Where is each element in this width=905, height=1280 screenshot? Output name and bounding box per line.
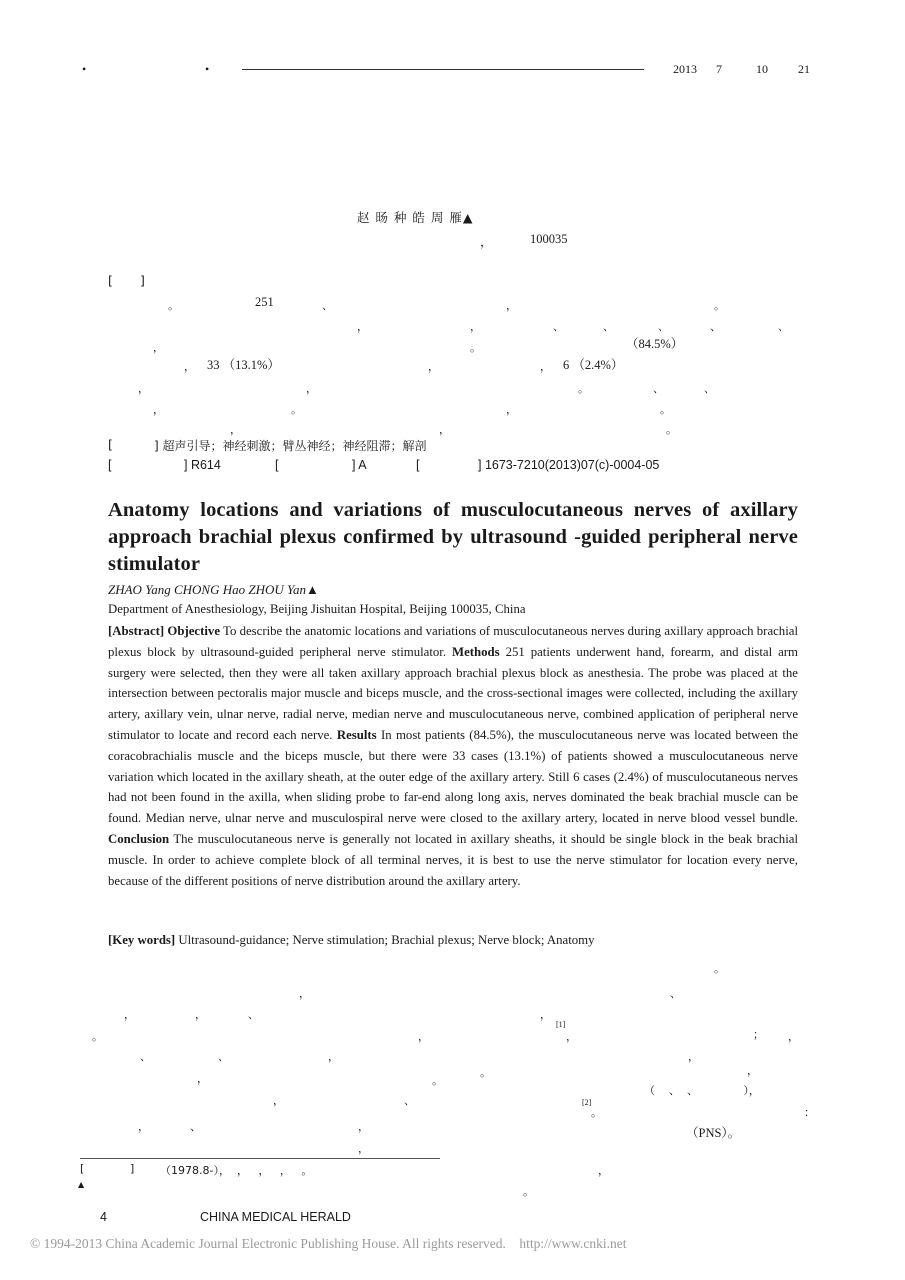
abstract-cn-text: ， — [506, 403, 517, 416]
body-cn-text: 。 — [591, 1106, 602, 1119]
header-month: 7 — [716, 62, 722, 76]
classification-article-no: ] 1673-7210(2013)07(c)-0004-05 — [478, 458, 660, 472]
body-cn-pns: （PNS）。 — [686, 1126, 741, 1140]
article-title-en: Anatomy locations and variations of musculocutaneous nerves of axillary approach brachial plexus confirmed by ultrasound -guided peripheral nerve stimulator — [108, 499, 798, 575]
body-cn-text: 。 — [714, 962, 725, 975]
authors-en: ZHAO Yang CHONG Hao ZHOU Yan▲ — [108, 582, 319, 597]
abstract-cn-percent: （84.5%） — [626, 337, 684, 351]
body-cn-text: 、 — [670, 987, 681, 1000]
abstract-cn-text: ， — [506, 299, 517, 312]
right-col-circle: 。 — [523, 1185, 534, 1198]
body-cn-text: ， — [138, 1120, 149, 1133]
methods-label: Methods — [451, 644, 500, 659]
results-label: Results — [336, 727, 377, 742]
affiliation-cn-postcode: 100035 — [530, 232, 568, 246]
classification-doc-code: ] A — [352, 458, 367, 472]
body-cn-text: ， — [747, 1064, 758, 1077]
body-cn-reference: [2] — [582, 1098, 592, 1107]
affiliation-cn-comma: ， — [480, 234, 493, 249]
keywords-en — [108, 933, 595, 948]
abstract-cn-text: ， — [470, 320, 481, 333]
classification-open-2: [ — [275, 458, 279, 472]
body-cn-text: 。 — [480, 1066, 491, 1079]
abstract-cn-text: 、 — [653, 382, 664, 395]
body-cn-text: ， — [124, 1008, 135, 1021]
abstract-cn-number: 251 — [255, 295, 274, 309]
abstract-cn-text: ， — [428, 360, 439, 373]
abstract-cn-text: ， — [439, 423, 450, 436]
abstract-cn-text: 。 — [470, 341, 481, 354]
footnote-mark: ▲ — [78, 1180, 85, 1189]
copyright-line: © 1994-2013 China Academic Journal Electronic Publishing House. All rights reserved. http://www.cnki.net — [30, 1236, 627, 1251]
header-year: 2013 — [673, 62, 697, 76]
abstract-cn-count: 33 （13.1%） — [207, 358, 280, 372]
header-issue: 21 — [798, 62, 810, 76]
abstract-cn-text: 、 — [658, 320, 669, 333]
abstract-en — [108, 621, 798, 891]
header-dot-left: • — [82, 62, 87, 76]
keywords-cn: ] 超声引导；神经刺激；臂丛神经；神经阻滞；解剖 — [154, 439, 427, 453]
body-cn-text: ， — [299, 987, 310, 1000]
abstract-cn-text: 。 — [291, 403, 302, 416]
abstract-label: [Abstract] — [108, 624, 165, 638]
abstract-cn-bracket-open: [ — [108, 273, 113, 288]
objective-text: To describe the anatomic locations and variations of musculocutaneous nerves during axillary approach brachial plexus block by ultrasound-guided peripheral nerve stimulator. — [108, 624, 798, 659]
abstract-cn-text: 、 — [704, 382, 715, 395]
body-cn-text: 、 — [140, 1050, 151, 1063]
right-col-comma: ， — [598, 1164, 609, 1177]
abstract-cn-count: 6 （2.4%） — [563, 358, 624, 372]
abstract-cn-text: ， — [306, 382, 317, 395]
header-dot-mid: • — [205, 62, 210, 76]
abstract-cn-text: ， — [540, 360, 551, 373]
results-text: In most patients (84.5%), the musculocutaneous nerve was located between the coracobrachialis muscle and the biceps muscle, but there were 33 cases (13.1%) of patients showed a musculocutaneous nerve variation which located in the axillary sheath, at the outer edge of the axillary artery. Still 6 cases (2.4%) of musculocutaneous nerves had not been found in the axilla, when sliding probe to far-end along long axis, nerves dominated the beak brachial muscle can be found. Median nerve, ulnar nerve and musculospiral nerve were closed to the axillary artery, located in nerve blood vessel bundle. — [108, 727, 799, 826]
classification-open-3: [ — [416, 458, 420, 472]
conclusion-text: The musculocutaneous nerve is generally not located in axillary sheaths, it should be single block in the beak brachial muscle. In order to achieve complete block of all terminal nerves, it is best to use the nerve stimulator for location every nerve, because of the different positions of nerve distribution around the axillary artery. — [108, 831, 798, 888]
body-cn-text: ， — [358, 1120, 369, 1133]
body-cn-text: ， — [418, 1030, 429, 1043]
body-cn-text: （ 、 、 ）， — [644, 1084, 760, 1097]
abstract-cn-text: 、 — [710, 320, 721, 333]
body-cn-text: ， — [358, 1142, 369, 1155]
body-cn-text: 、 — [218, 1050, 229, 1063]
body-cn-text: ， — [540, 1008, 551, 1021]
body-cn-text: 、 — [190, 1120, 201, 1133]
abstract-cn-text: 。 — [168, 299, 179, 312]
abstract-cn-text: 、 — [553, 320, 564, 333]
footnote-bracket-open: [ — [80, 1162, 85, 1175]
authors-cn: 赵 旸 种 皓 周 雁▲ — [357, 210, 474, 225]
body-cn-text: ， — [195, 1008, 206, 1021]
header-rule — [242, 69, 644, 70]
abstract-cn-text: 。 — [666, 423, 677, 436]
keywords-en-text: Ultrasound-guidance; Nerve stimulation; Brachial plexus; Nerve block; Anatomy — [178, 933, 595, 947]
objective-label: Objective — [167, 624, 220, 638]
body-cn-reference: [1] — [556, 1020, 566, 1029]
abstract-cn-text: 、 — [778, 320, 789, 333]
header-volume: 10 — [756, 62, 768, 76]
classification-clc: ] R614 — [184, 458, 221, 472]
abstract-cn-text: ， — [138, 382, 149, 395]
body-cn-text: ， — [197, 1072, 208, 1085]
abstract-cn-text: ， — [357, 320, 368, 333]
abstract-cn-bracket-close: ] — [140, 273, 145, 288]
abstract-cn-text: 、 — [603, 320, 614, 333]
abstract-cn-text: 、 — [322, 299, 333, 312]
footnote-bracket-close: ] — [130, 1162, 135, 1175]
methods-text: 251 patients underwent hand, forearm, and distal arm surgery were selected, then they were all taken axillary approach brachial plexus block as anesthesia. The probe was placed at the intersection between pectoralis major muscle and biceps muscle, and the cross-sectional images were collected, including the axillary artery, axillary vein, ulnar nerve, radial nerve, median nerve and musculocutaneous nerve, combined application of peripheral nerve stimulator to locate and record each nerve. — [108, 644, 798, 742]
abstract-cn-text: ， — [184, 360, 195, 373]
body-cn-text: 。 — [92, 1030, 103, 1043]
conclusion-label: Conclusion — [108, 831, 170, 846]
abstract-cn-text: ， — [153, 341, 164, 354]
footnote-rule — [80, 1158, 440, 1159]
affiliation-en: Department of Anesthesiology, Beijing Jishuitan Hospital, Beijing 100035, China — [108, 602, 526, 616]
abstract-cn-text: ， — [153, 403, 164, 416]
journal-name-en: CHINA MEDICAL HERALD — [200, 1210, 351, 1224]
body-cn-text: ； — [753, 1028, 764, 1041]
body-cn-text: ， — [273, 1094, 284, 1107]
footnote-text: （1978.8-）， ， ， ， 。 — [160, 1164, 313, 1177]
keywords-cn-bracket: [ — [108, 437, 113, 452]
body-cn-text: 、 — [404, 1094, 415, 1107]
abstract-cn-text: 。 — [714, 299, 725, 312]
classification-open-1: [ — [108, 458, 112, 472]
page-number: 4 — [100, 1210, 107, 1224]
body-cn-text: ， — [566, 1030, 577, 1043]
body-cn-text: 、 — [248, 1008, 259, 1021]
abstract-cn-text: 。 — [578, 382, 589, 395]
abstract-cn-text: 。 — [660, 403, 671, 416]
abstract-cn-text: ， — [230, 423, 241, 436]
body-cn-text: 。 — [432, 1074, 443, 1087]
body-cn-text: ， — [788, 1030, 799, 1043]
body-cn-text: ， — [328, 1050, 339, 1063]
body-cn-text: ： — [804, 1106, 815, 1119]
body-cn-text: ， — [688, 1050, 699, 1063]
keywords-en-label: [Key words] — [108, 933, 176, 947]
